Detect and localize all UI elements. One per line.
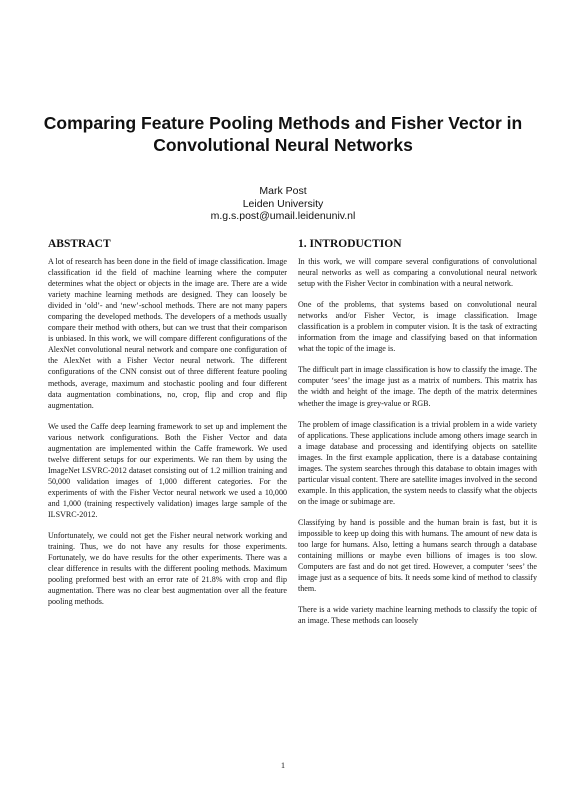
abstract-paragraph: We used the Caffe deep learning framework to set up and implement the various network configurations. Both the Fisher Vector and data augmentation are implemented within the Caffe framework. We used twelve different setups for our experiments. We ran them by using the ImageNet LSVRC-2012 dataset consisting out of 1.2 million training and 50,000 validation images of 1,000 different categories. For the experiments of with the Fisher Vector neural network we used a 10,000 and 1,000 (training respectively validation) images large sample of the ILSVRC-2012. [48,421,287,520]
paper-title: Comparing Feature Pooling Methods and Fisher Vector in Convolutional Neural Networks [43,113,523,155]
left-column [48,237,287,617]
intro-paragraph: The problem of image classification is a trivial problem in a wide variety of applications. These applications include among others image search in a image database and processing and identifying objects on satellite images. In the first example application, there is a database containing images. The system searches through this database to obtain images with particular visual content. There are satellite images involved in the second example. In this application, the system needs to classify what the objects on the image or subimage are. [298,419,537,506]
intro-paragraph: In this work, we will compare several configurations of convolutional neural networks as well as comparing a convolutional neural network setup with the Fisher Vector in combination with a neural network. [298,257,537,289]
author-name: Mark Post [259,185,307,197]
right-column [298,237,537,636]
abstract-paragraph: A lot of research has been done in the field of image classification. Image classification id the field of machine learning where the computer determines what the object or objects in the image are. There are a wide variety machine learning methods are designed. They can loosely be divided in ‘old’- and ‘new’-school methods. There are not many papers comparing the developed methods. The developers of a methods usually compare their method with others, but can we trust that their comparison is unbiased. In this work, we will compare different configurations of the AlexNet convolutional neural network and compare one configuration of the AlexNet with a Fisher Vector neural network. The different configurations of the CNN consist out of three different feature pooling methods, average, maximum and stochastic pooling and four different data augmentation combinations, no, crop, flip and crop and flip augmentation. [48,257,287,410]
intro-paragraph: One of the problems, that systems based on convolutional neural networks and/or Fisher Vector, is image classification. Image classification is a problem in computer vision. It is the task of extracting information from the image and classifying based on that information what the topic of the image is. [298,300,537,354]
author-email: m.g.s.post@umail.leidenuniv.nl [210,210,356,222]
author-block [120,185,446,223]
intro-paragraph: Classifying by hand is possible and the human brain is fast, but it is impossible to keep up doing this with humans. The amount of new data is too large for humans. Also, letting a humans search through a database containing millions or maybe even billions of images is too slow. Computers are fast and do not get tired. However, a computer ‘sees’ the image just as a sequence of bits. It needs some kind of method to classify them. [298,517,537,594]
intro-paragraph: There is a wide variety machine learning methods to classify the topic of an image. These methods can loosely [298,605,537,626]
page-number: 1 [280,760,286,770]
introduction-heading: 1. INTRODUCTION [298,238,402,250]
abstract-heading: ABSTRACT [48,238,111,250]
abstract-paragraph: Unfortunately, we could not get the Fisher neural network working and training. Thus, we do not have any results for those experiments. Fortunately, we do have results for the other experiments. There was a clear difference in results with the different pooling methods. Maximum pooling preformed best with an error rate of 21.8% with crop and flip augmentation. There was no clear best augmentation over all the feature pooling methods. [48,531,287,607]
author-affiliation: Leiden University [242,197,324,210]
intro-paragraph: The difficult part in image classification is how to classify the image. The computer ‘sees’ the image just as a matrix of numbers. This matrix has the width and height of the image. The depth of the matrix determines whether the image is grey-value or RGB. [298,365,537,408]
